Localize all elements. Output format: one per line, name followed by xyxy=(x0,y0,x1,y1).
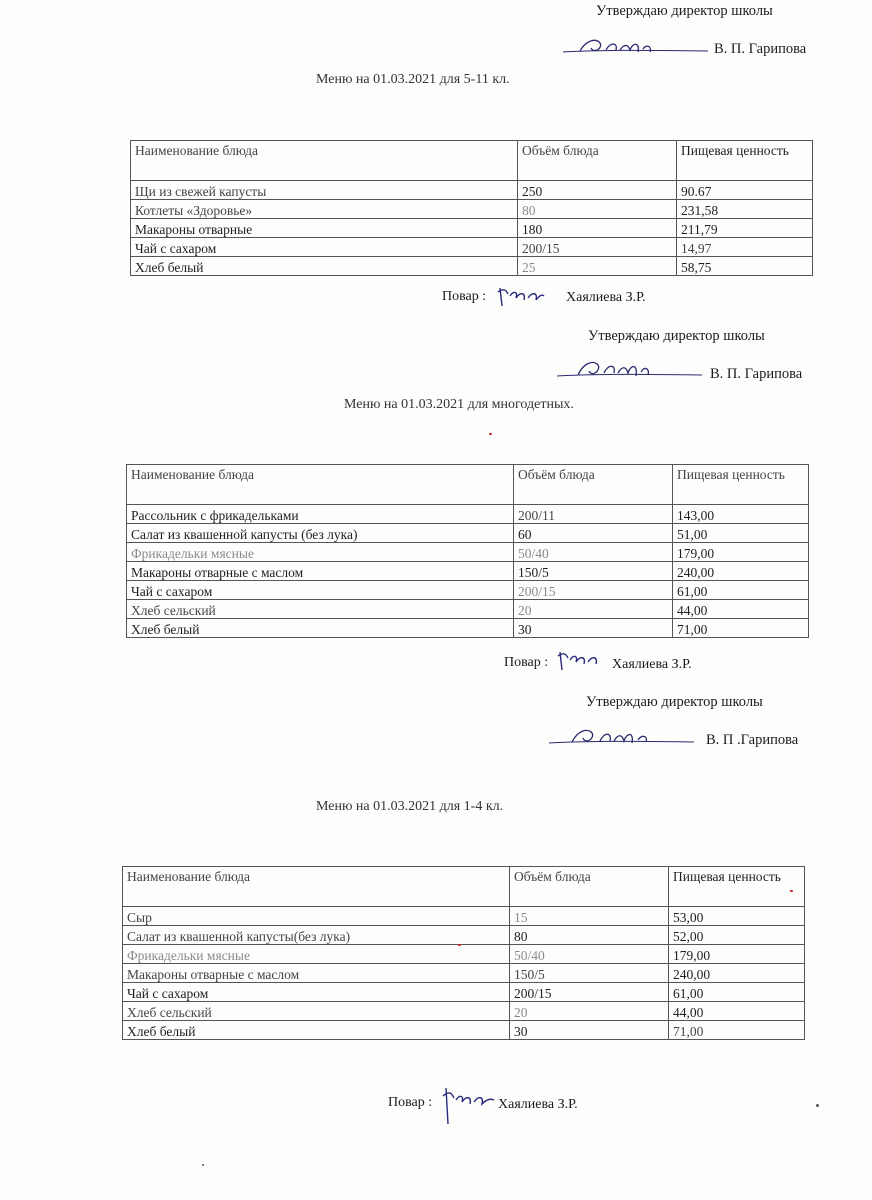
dish-nutrition: 53,00 xyxy=(669,907,805,926)
header-portion: Объём блюда xyxy=(514,465,673,505)
dish-portion: 150/5 xyxy=(514,562,673,581)
header-dish-name: Наименование блюда xyxy=(131,141,518,181)
menu-table-1 xyxy=(130,140,813,276)
table-row xyxy=(131,257,813,276)
cook-name-1: Хаялиева З.Р. xyxy=(566,290,646,305)
director-name-3: В. П .Гарипова xyxy=(706,732,799,748)
dish-portion: 50/40 xyxy=(514,543,673,562)
dish-name: Щи из свежей капусты xyxy=(131,181,518,200)
dish-name: Хлеб сельский xyxy=(123,1002,510,1021)
dish-name: Чай с сахаром xyxy=(123,983,510,1002)
director-signature-2 xyxy=(552,356,712,382)
ink-speck xyxy=(489,433,492,435)
header-nutrition: Пищевая ценность xyxy=(677,141,813,181)
table-row xyxy=(127,581,809,600)
header-portion: Объём блюда xyxy=(510,867,669,907)
cook-signature-3 xyxy=(440,1086,496,1126)
dish-name: Фрикадельки мясные xyxy=(123,945,510,964)
scan-dot xyxy=(816,1104,819,1107)
dish-name: Хлеб белый xyxy=(123,1021,510,1040)
dish-portion: 200/15 xyxy=(518,238,677,257)
dish-nutrition: 240,00 xyxy=(669,964,805,983)
menu-title-2: Меню на 01.03.2021 для многодетных. xyxy=(344,397,574,412)
dish-portion: 25 xyxy=(518,257,677,276)
dish-portion: 30 xyxy=(510,1021,669,1040)
cook-name-3: Хаялиева З.Р. xyxy=(498,1097,578,1112)
dish-nutrition: 44,00 xyxy=(673,600,809,619)
dish-portion: 20 xyxy=(514,600,673,619)
menu-title-1: Меню на 01.03.2021 для 5-11 кл. xyxy=(316,72,510,87)
dish-portion: 50/40 xyxy=(510,945,669,964)
dish-nutrition: 211,79 xyxy=(677,219,813,238)
table-row xyxy=(123,1002,805,1021)
table-header-row xyxy=(131,141,813,181)
director-name-2: В. П. Гарипова xyxy=(710,366,803,382)
table-header-row xyxy=(127,465,809,505)
dish-name: Фрикадельки мясные xyxy=(127,543,514,562)
cook-label-3: Повар : xyxy=(388,1095,433,1110)
header-nutrition: Пищевая ценность xyxy=(673,465,809,505)
dish-nutrition: 61,00 xyxy=(673,581,809,600)
table-row xyxy=(123,983,805,1002)
menu-table-2 xyxy=(126,464,809,638)
table-row xyxy=(131,181,813,200)
dish-name: Макароны отварные с маслом xyxy=(127,562,514,581)
dish-name: Салат из квашенной капусты (без лука) xyxy=(127,524,514,543)
table-row xyxy=(123,1021,805,1040)
table-row xyxy=(123,964,805,983)
dish-name: Хлеб сельский xyxy=(127,600,514,619)
table-row xyxy=(123,945,805,964)
dish-portion: 200/15 xyxy=(510,983,669,1002)
cook-signature-1 xyxy=(496,284,546,308)
director-signature-3 xyxy=(544,724,704,750)
dish-portion: 250 xyxy=(518,181,677,200)
approval-label-2: Утверждаю директор школы xyxy=(588,328,765,344)
dish-name: Чай с сахаром xyxy=(127,581,514,600)
approval-label-1: Утверждаю директор школы xyxy=(596,3,773,19)
dish-portion: 20 xyxy=(510,1002,669,1021)
dish-portion: 200/11 xyxy=(514,505,673,524)
table-row xyxy=(123,926,805,945)
dish-portion: 200/15 xyxy=(514,581,673,600)
dish-name: Сыр xyxy=(123,907,510,926)
approval-label-3: Утверждаю директор школы xyxy=(586,694,763,710)
dish-portion: 80 xyxy=(518,200,677,219)
dish-name: Котлеты «Здоровье» xyxy=(131,200,518,219)
dish-nutrition: 61,00 xyxy=(669,983,805,1002)
dish-nutrition: 231,58 xyxy=(677,200,813,219)
dish-portion: 150/5 xyxy=(510,964,669,983)
dish-nutrition: 179,00 xyxy=(673,543,809,562)
dish-nutrition: 90.67 xyxy=(677,181,813,200)
scan-dot xyxy=(202,1164,204,1166)
dish-name: Хлеб белый xyxy=(127,619,514,638)
table-row xyxy=(127,524,809,543)
dish-nutrition: 179,00 xyxy=(669,945,805,964)
cook-label-2: Повар : xyxy=(504,655,549,670)
dish-portion: 15 xyxy=(510,907,669,926)
table-row xyxy=(127,562,809,581)
dish-portion: 180 xyxy=(518,219,677,238)
header-dish-name: Наименование блюда xyxy=(123,867,510,907)
header-portion: Объём блюда xyxy=(518,141,677,181)
dish-name: Макароны отварные xyxy=(131,219,518,238)
table-row xyxy=(127,543,809,562)
dish-portion: 60 xyxy=(514,524,673,543)
dish-name: Чай с сахаром xyxy=(131,238,518,257)
cook-name-2: Хаялиева З.Р. xyxy=(612,657,692,672)
menu-title-3: Меню на 01.03.2021 для 1-4 кл. xyxy=(316,799,504,814)
header-nutrition: Пищевая ценность xyxy=(669,867,805,907)
dish-nutrition: 143,00 xyxy=(673,505,809,524)
dish-nutrition: 52,00 xyxy=(669,926,805,945)
table-row xyxy=(123,907,805,926)
table-row xyxy=(131,219,813,238)
dish-nutrition: 58,75 xyxy=(677,257,813,276)
table-header-row xyxy=(123,867,805,907)
dish-nutrition: 44,00 xyxy=(669,1002,805,1021)
dish-nutrition: 240,00 xyxy=(673,562,809,581)
dish-portion: 30 xyxy=(514,619,673,638)
dish-name: Хлеб белый xyxy=(131,257,518,276)
dish-nutrition: 71,00 xyxy=(669,1021,805,1040)
menu-table-3 xyxy=(122,866,805,1040)
cook-label-1: Повар : xyxy=(442,289,487,304)
cook-signature-2 xyxy=(556,648,606,672)
dish-name: Макароны отварные с маслом xyxy=(123,964,510,983)
director-name-1: В. П. Гарипова xyxy=(714,41,807,57)
table-row xyxy=(131,238,813,257)
dish-name: Салат из квашенной капусты(без лука) xyxy=(123,926,510,945)
table-row xyxy=(127,619,809,638)
table-row xyxy=(131,200,813,219)
dish-nutrition: 14,97 xyxy=(677,238,813,257)
dish-nutrition: 71,00 xyxy=(673,619,809,638)
ink-speck xyxy=(790,890,793,892)
dish-portion: 80 xyxy=(510,926,669,945)
ink-speck xyxy=(458,944,461,946)
dish-nutrition: 51,00 xyxy=(673,524,809,543)
header-dish-name: Наименование блюда xyxy=(127,465,514,505)
table-row xyxy=(127,600,809,619)
dish-name: Рассольник с фрикадельками xyxy=(127,505,514,524)
director-signature-1 xyxy=(558,34,718,60)
table-row xyxy=(127,505,809,524)
